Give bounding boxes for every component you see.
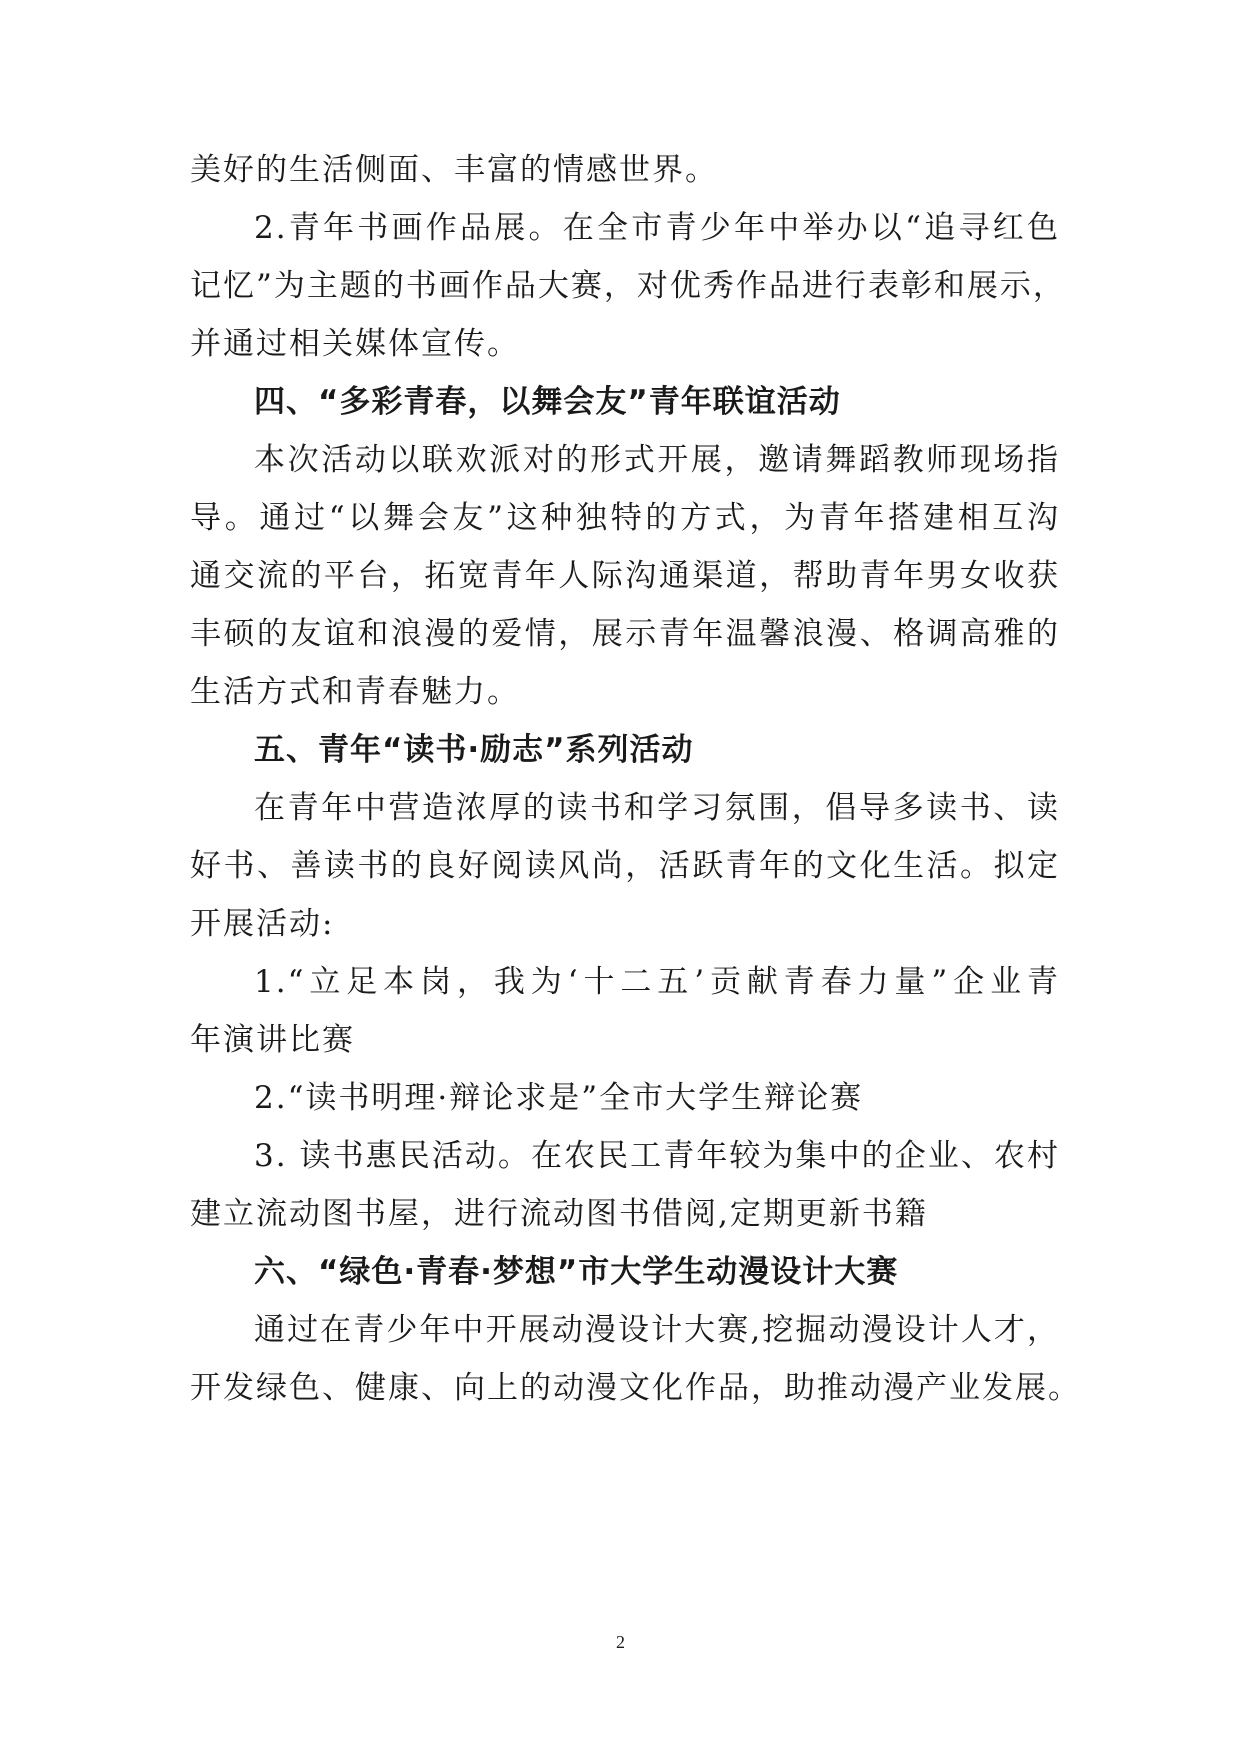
page-number: 2 [616,1632,625,1652]
paragraph-line: 2.青年书画作品展。在全市青少年中举办以“追寻红色 [254,210,1060,246]
paragraph-line: 开发绿色、健康、向上的动漫文化作品，助推动漫产业发展。 [190,1370,1081,1406]
list-item-line: 年演讲比赛 [190,1022,355,1058]
list-item-line: 3. 读书惠民活动。在农民工青年较为集中的企业、农村 [254,1138,1060,1174]
paragraph-line: 在青年中营造浓厚的读书和学习氛围，倡导多读书、读 [254,790,1060,826]
paragraph-line: 通交流的平台，拓宽青年人际沟通渠道，帮助青年男女收获 [190,558,1060,594]
list-item-line: 2.“读书明理·辩论求是”全市大学生辩论赛 [254,1080,864,1116]
paragraph-line: 并通过相关媒体宣传。 [190,326,520,362]
paragraph-line: 开展活动: [190,906,335,942]
paragraph-line: 美好的生活侧面、丰富的情感世界。 [190,152,718,188]
paragraph-line: 通过在青少年中开展动漫设计大赛,挖掘动漫设计人才， [254,1312,1060,1348]
paragraph-line: 生活方式和青春魅力。 [190,674,520,710]
section-heading: 四、“多彩青春，以舞会友”青年联谊活动 [254,384,841,420]
paragraph-line: 丰硕的友谊和浪漫的爱情，展示青年温馨浪漫、格调高雅的 [190,616,1060,652]
paragraph-line: 好书、善读书的良好阅读风尚，活跃青年的文化生活。拟定 [190,848,1060,884]
paragraph-line: 导。通过“以舞会友”这种独特的方式，为青年搭建相互沟 [190,500,1060,536]
section-heading: 五、青年“读书·励志”系列活动 [254,732,694,768]
list-item-line: 1.“立足本岗，我为‘十二五’贡献青春力量”企业青 [254,964,1060,1000]
paragraph-line: 本次活动以联欢派对的形式开展，邀请舞蹈教师现场指 [254,442,1060,478]
list-item-line: 建立流动图书屋，进行流动图书借阅,定期更新书籍 [190,1196,928,1232]
section-heading: 六、“绿色·青春·梦想”市大学生动漫设计大赛 [254,1254,899,1290]
paragraph-line: 记忆”为主题的书画作品大赛，对优秀作品进行表彰和展示， [190,268,1066,304]
